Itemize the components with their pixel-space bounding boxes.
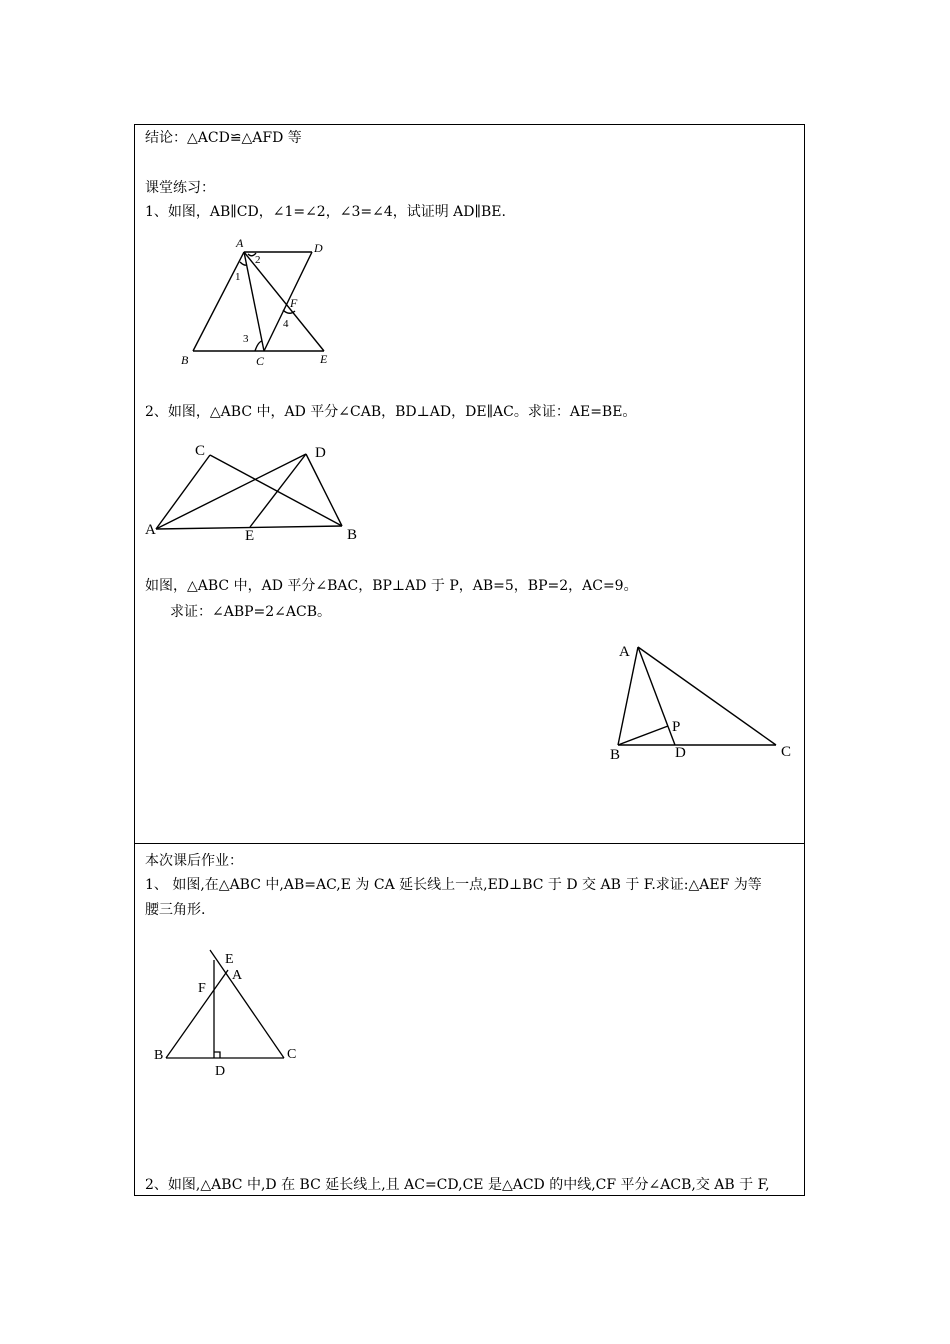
question-3-line1: 如图，△ABC 中，AD 平分∠BAC，BP⊥AD 于 P，AB=5，BP=2，AC=9。 <box>145 578 638 594</box>
fig4-label-C: C <box>287 1047 297 1062</box>
fig4-label-F: F <box>198 981 206 996</box>
fig2-label-B: B <box>347 527 358 543</box>
classroom-practice-heading: 课堂练习： <box>145 180 215 196</box>
homework-1-line1: 1、 如图,在△ABC 中,AB=AC,E 为 CA 延长线上一点,ED⊥BC 于 D 交 AB 于 F.求证:△AEF 为等 <box>145 877 762 893</box>
fig4-label-D: D <box>215 1064 226 1079</box>
fig1-label-F: F <box>290 296 298 310</box>
fig1-label-B: B <box>181 353 189 367</box>
fig2-label-C: C <box>195 443 206 459</box>
homework-heading: 本次课后作业： <box>145 853 243 869</box>
fig3-label-A: A <box>619 644 630 660</box>
homework-2: 2、如图,△ABC 中,D 在 BC 延长线上,且 AC=CD,CE 是△ACD 的中线,CF 平分∠ACB,交 AB 于 F, <box>145 1177 770 1193</box>
fig3-label-D: D <box>675 745 686 761</box>
fig4-label-B: B <box>154 1048 164 1063</box>
fig1-angle-3: 3 <box>243 333 249 345</box>
fig3-label-C: C <box>781 744 792 760</box>
fig1-angle-4: 4 <box>283 318 289 330</box>
question-1: 1、如图，AB∥CD，∠1=∠2，∠3=∠4，试证明 AD∥BE. <box>145 204 506 220</box>
fig1-label-C: C <box>256 354 265 368</box>
figure-2-diagram <box>140 438 370 548</box>
homework-1-line2: 腰三角形. <box>145 902 206 918</box>
fig1-angle-1: 1 <box>235 271 241 283</box>
fig4-label-E: E <box>225 952 234 967</box>
figure-3-diagram <box>605 638 800 768</box>
conclusion-text: 结论：△ACD≌△AFD 等 <box>145 130 302 146</box>
question-2: 2、如图，△ABC 中，AD 平分∠CAB，BD⊥AD，DE∥AC。求证：AE=BE。 <box>145 404 637 420</box>
fig3-label-P: P <box>672 719 681 735</box>
section-divider <box>134 843 805 844</box>
figure-1-diagram <box>175 232 345 372</box>
fig2-label-D: D <box>315 445 326 461</box>
fig2-label-E: E <box>245 528 255 544</box>
fig4-label-A: A <box>232 968 243 983</box>
fig1-label-D: D <box>314 241 323 255</box>
question-3-line2: 求证：∠ABP=2∠ACB。 <box>170 604 332 620</box>
fig3-label-B: B <box>610 747 621 763</box>
figure-4-diagram <box>150 945 300 1080</box>
fig2-label-A: A <box>145 522 156 538</box>
fig1-label-A: A <box>236 236 244 250</box>
fig1-label-E: E <box>320 352 328 366</box>
fig1-angle-2: 2 <box>255 254 261 266</box>
